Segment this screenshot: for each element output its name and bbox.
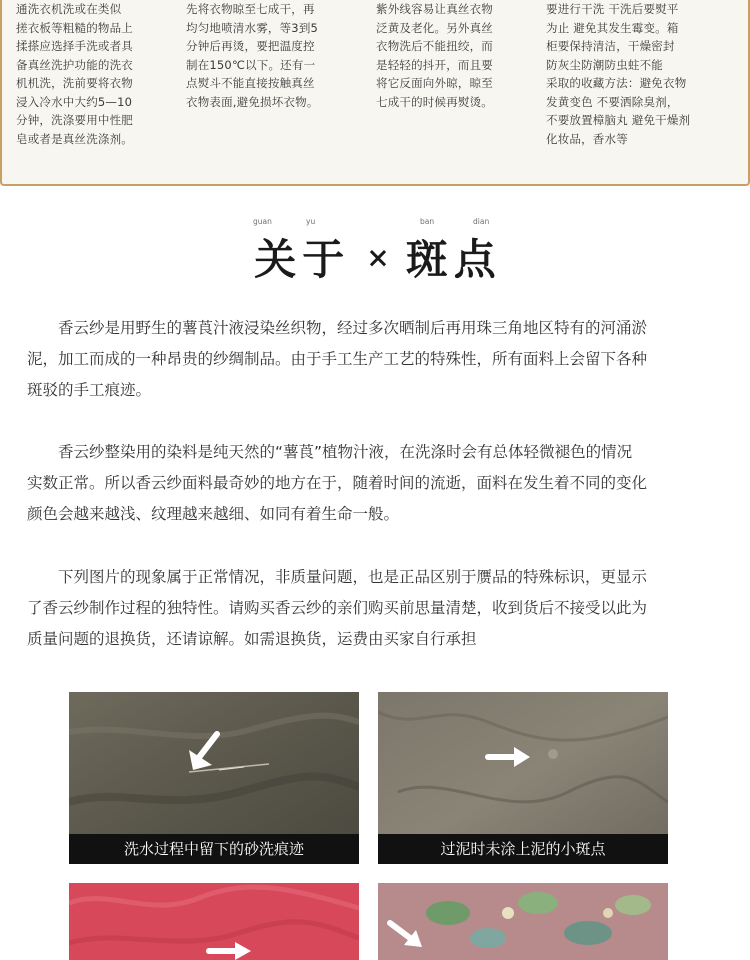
care-line: 采取的收藏方法：避免衣物	[546, 76, 687, 90]
care-column-storage	[546, 0, 690, 148]
section-title-right: 斑点	[405, 235, 502, 284]
paragraph-line: 斑驳的手工痕迹。	[27, 381, 152, 399]
care-line: 备真丝洗护功能的洗衣	[16, 57, 133, 72]
care-line: 不要放置樟脑丸 避免干燥剂	[546, 113, 691, 127]
care-line: 先将衣物晾至七成干，再	[186, 2, 315, 16]
photo-caption: 洗水过程中留下的砂洗痕迹	[69, 834, 359, 864]
care-line: 机机洗，洗前要将衣物	[16, 76, 133, 90]
section-title	[228, 229, 528, 285]
paragraph-line: 质量问题的退换货，还请谅解。如需退换货，运费由买家自行承担	[27, 630, 477, 648]
photo-mud-spots	[378, 692, 668, 864]
care-column-wash	[16, 0, 133, 148]
care-line: 泛黄及老化。另外真丝	[376, 20, 493, 35]
pinyin-ban: ban	[420, 217, 435, 226]
paragraph-line: 下列图片的现象属于正常情况，非质量问题，也是正品区别于赝品的特殊标识，更显示	[27, 568, 648, 586]
care-line: 将它反面向外晾，晾至	[376, 76, 493, 90]
paragraph-line: 香云纱整染用的染料是纯天然的“薯莨”植物汁液，在洗涤时会有总体轻微褪色的情况	[27, 443, 633, 461]
care-line: 通洗衣机洗或在类似	[16, 2, 122, 16]
pinyin-yu: yu	[306, 217, 316, 226]
paragraph-line: 实数正常。所以香云纱面料最奇妙的地方在于，随着时间的流逝，面料在发生着不同的变化	[27, 474, 648, 492]
care-line: 是轻轻的抖开，而且要	[376, 57, 493, 72]
care-line: 紫外线容易让真丝衣物	[376, 2, 493, 16]
care-line: 搓衣板等粗糙的物品上	[16, 20, 133, 35]
photo-red-fabric	[69, 883, 359, 960]
care-line: 皂或者是真丝洗涤剂。	[16, 131, 133, 146]
care-line: 七成干的时候再熨烫。	[376, 94, 493, 109]
photo-floral-fabric	[378, 883, 668, 960]
care-line: 衣物洗后不能扭绞，而	[376, 39, 493, 53]
paragraph-line: 香云纱是用野生的薯莨汁液浸染丝织物，经过多次晒制后再用珠三角地区特有的河涌淤	[27, 319, 648, 337]
paragraph-notice	[27, 562, 727, 655]
paragraph-line: 泥，加工而成的一种昂贵的纱绸制品。由于手工生产工艺的特殊性，所有面料上会留下各种	[27, 350, 648, 368]
care-line: 分钟，洗涤要用中性肥	[16, 113, 133, 127]
care-line: 发黄变色 不要洒除臭剂，	[546, 94, 679, 109]
care-instructions-card	[0, 0, 750, 186]
paragraph-intro	[27, 313, 727, 406]
care-line: 浸入冷水中大约5—10	[16, 94, 133, 109]
care-line: 分钟后再烫，要把温度控	[186, 39, 315, 53]
pinyin-dian: dian	[473, 217, 490, 226]
care-line: 防灰尘防潮防虫蛀不能	[546, 57, 663, 72]
care-line: 均匀地喷清水雾，等3到5	[186, 20, 319, 35]
care-line: 揉搽应选择手洗或者具	[16, 39, 133, 53]
section-title-left: 关于	[254, 235, 351, 284]
care-line: 要进行干洗 干洗后要熨平	[546, 2, 679, 16]
fabric-floral-image	[378, 883, 668, 960]
care-line: 化妆品，香水等	[546, 131, 628, 146]
care-line: 柜要保持清洁，干燥密封	[546, 39, 675, 53]
care-column-dry	[376, 0, 493, 111]
paragraph-line: 颜色会越来越浅、纹理越来越细、如同有着生命一般。	[27, 505, 400, 523]
care-line: 衣物表面,避免损坏衣物。	[186, 94, 319, 109]
care-line: 点熨斗不能直接按触真丝	[186, 76, 315, 90]
care-line: 制在150℃以下。还有一	[186, 57, 316, 72]
paragraph-dye	[27, 437, 727, 530]
fabric-red-image	[69, 883, 359, 960]
pinyin-guan: guan	[253, 217, 272, 226]
photo-sandwash-marks	[69, 692, 359, 864]
care-line: 为止 避免其发生霉变。箱	[546, 20, 679, 35]
section-title-separator: ×	[366, 240, 390, 274]
paragraph-line: 了香云纱制作过程的独特性。请购买香云纱的亲们购买前思量清楚，收到货后不接受以此为	[27, 599, 648, 617]
care-column-iron	[186, 0, 319, 111]
photo-caption: 过泥时未涂上泥的小斑点	[378, 834, 668, 864]
